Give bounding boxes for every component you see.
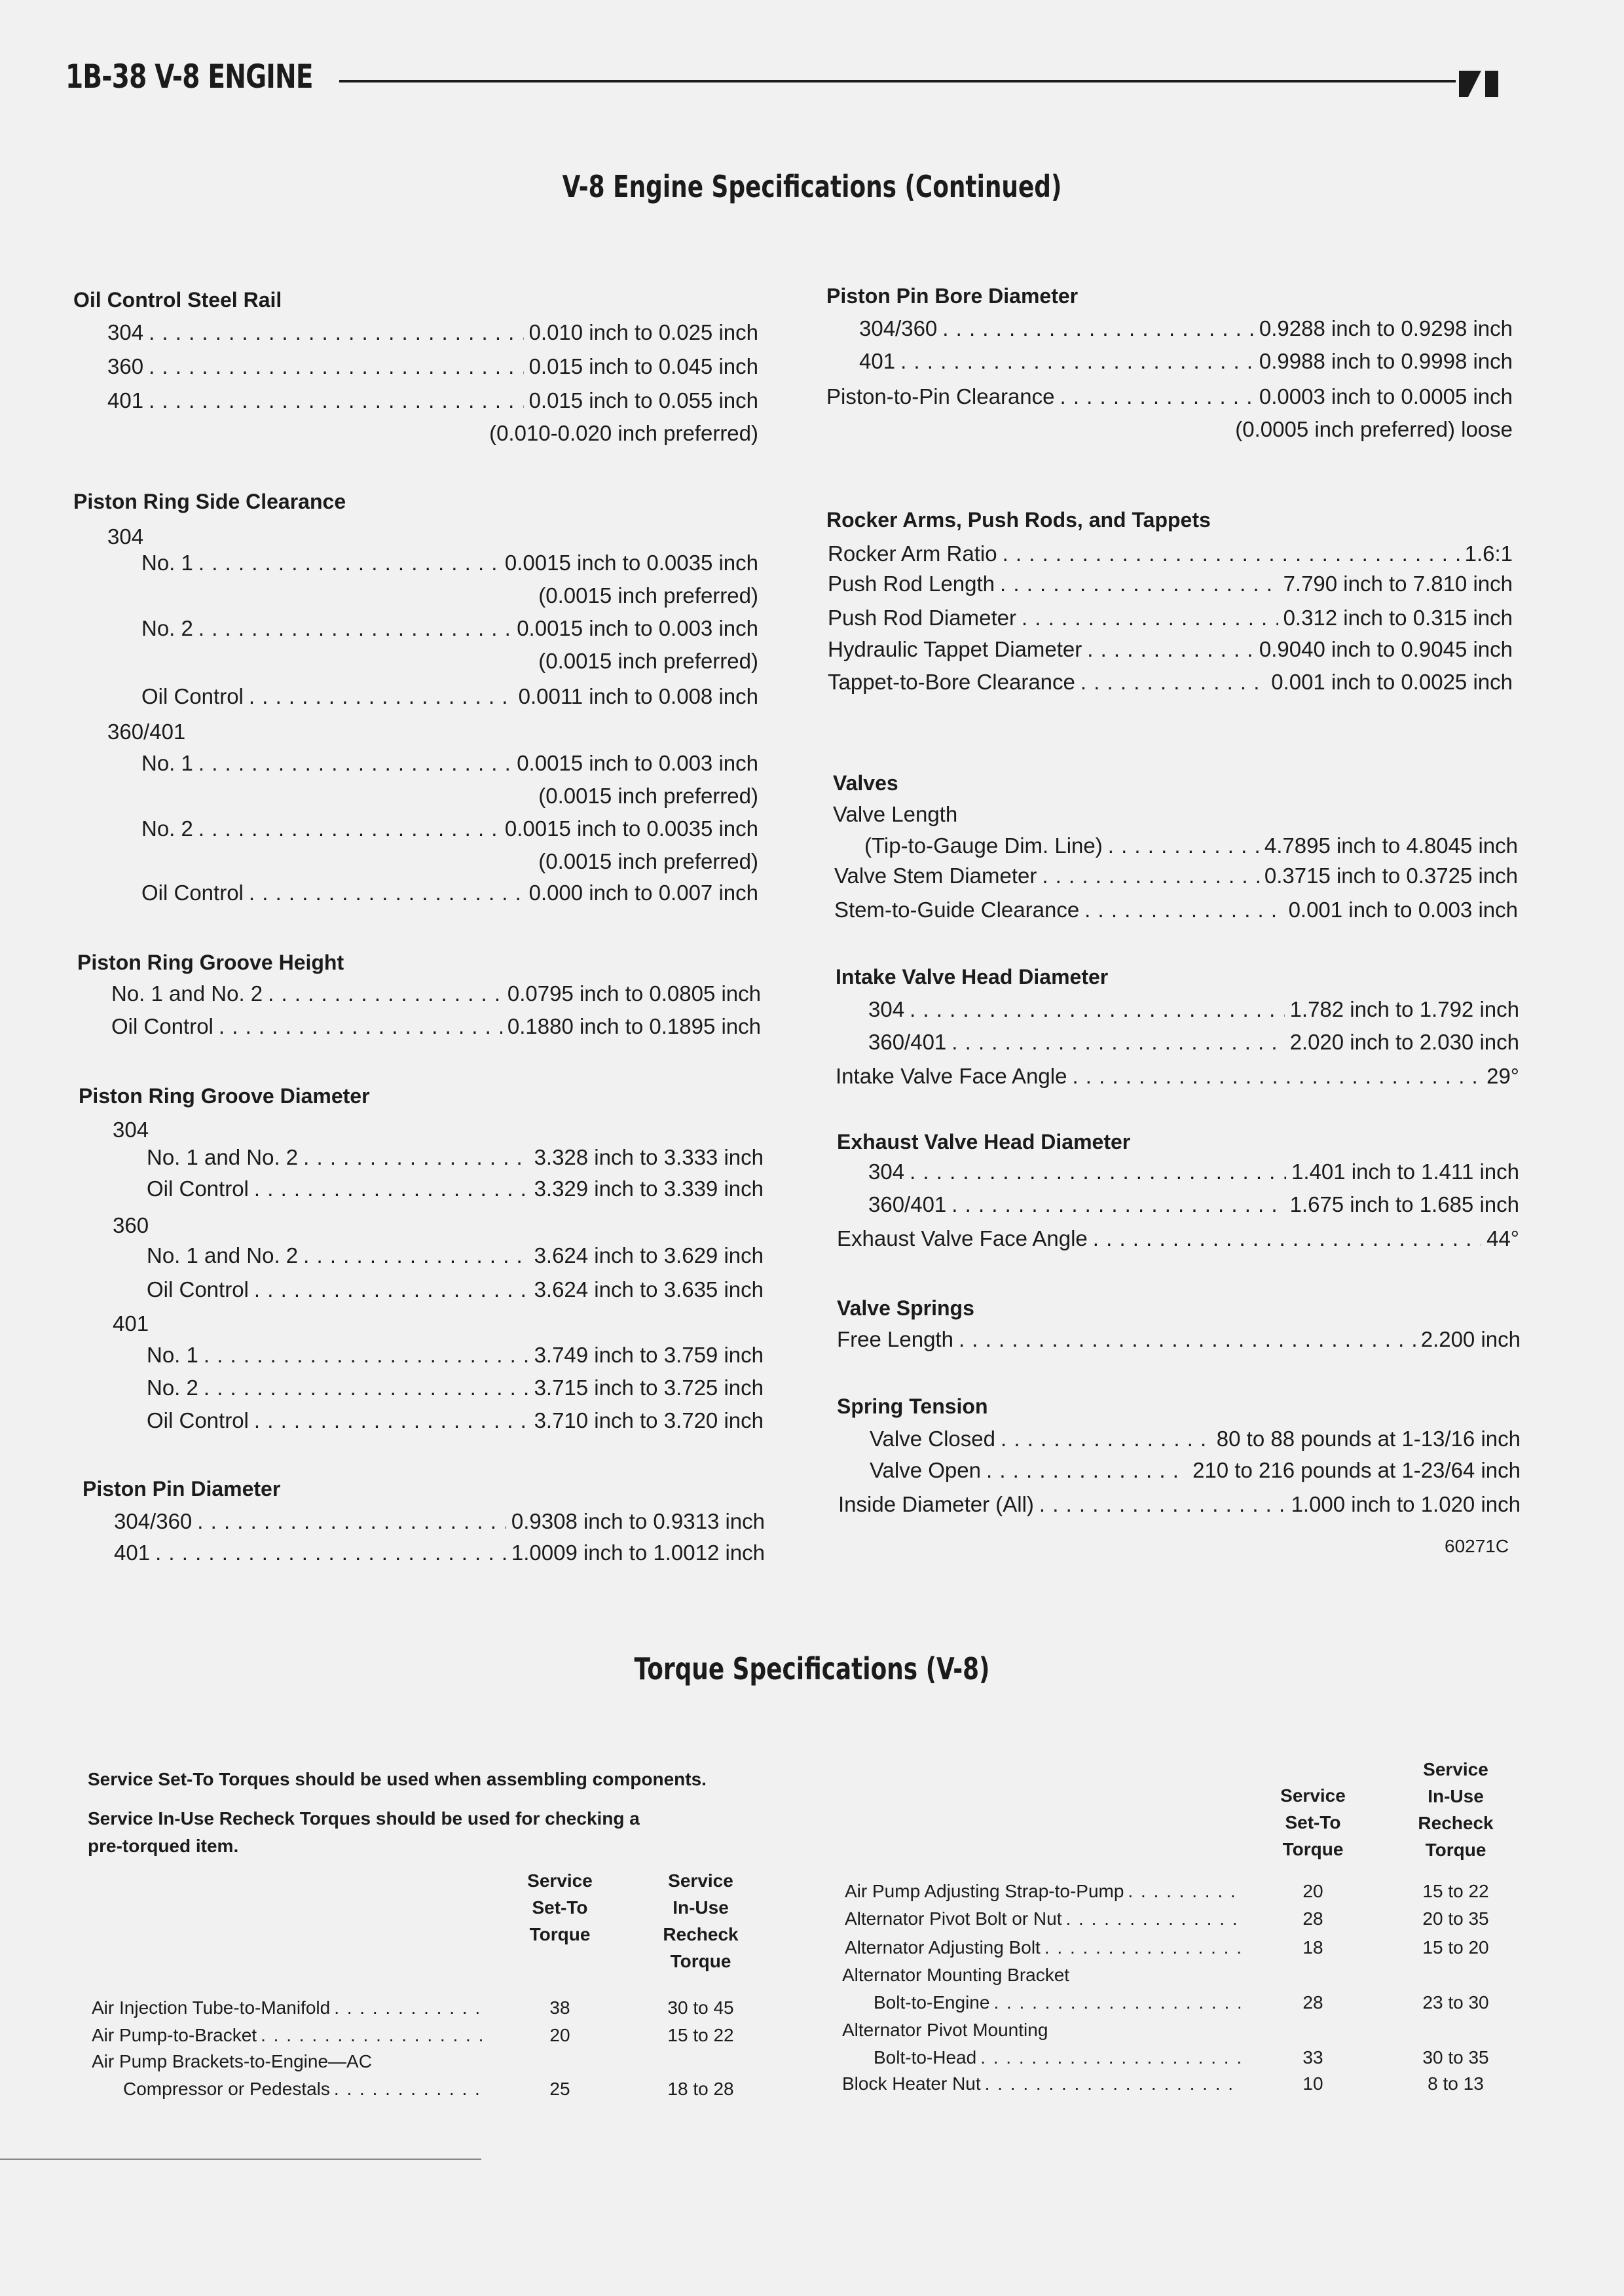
groove-diameter-row: No. 1 . . . 3.749 inch to 3.759 inch	[147, 1342, 764, 1368]
header-rule	[339, 80, 1456, 82]
intake-heading: Intake Valve Head Diameter	[836, 965, 1109, 989]
oil-rail-heading: Oil Control Steel Rail	[73, 288, 282, 312]
tension-row: Inside Diameter (All) . . . 1.000 inch to 1.020 inch	[838, 1491, 1521, 1518]
oil-rail-row-401: 401 . . . 0.015 inch to 0.055 inch	[107, 388, 758, 414]
torque-set-to-value: 20	[549, 2025, 570, 2045]
groove-diameter-row: No. 1 and No. 2 . . . 3.624 inch to 3.629 inch	[147, 1243, 764, 1269]
brand-mark-icon	[1459, 65, 1500, 97]
valves-row: Stem-to-Guide Clearance . . . 0.001 inch to 0.003 inch	[834, 897, 1518, 923]
torque-set-to-value: 18	[1302, 1937, 1323, 1958]
intake-row: 360/401 . . . 2.020 inch to 2.030 inch	[868, 1029, 1519, 1055]
torque-in-use-value: 15 to 20	[1422, 1937, 1489, 1958]
side-clearance-row: No. 1 . . . 0.0015 inch to 0.0035 inch	[141, 550, 758, 576]
side-clearance-group-304: 304	[107, 524, 144, 549]
torque-row: Alternator Adjusting Bolt . . .	[845, 1935, 1244, 1960]
torque-row-label: Air Pump Brackets-to-Engine—AC	[92, 2051, 372, 2071]
groove-diameter-group-360: 360	[113, 1213, 149, 1237]
torque-row-label: Alternator Pivot Mounting	[842, 2020, 1048, 2040]
tension-row: Valve Closed . . . 80 to 88 pounds at 1-13/16 inch	[870, 1426, 1521, 1452]
col-header-set-to: Service Set-To Torque	[527, 1870, 593, 1944]
groove-diameter-row: No. 2 . . . 3.715 inch to 3.725 inch	[147, 1375, 764, 1401]
torque-set-to-value: 28	[1302, 1908, 1323, 1929]
groove-diameter-row: Oil Control . . . 3.710 inch to 3.720 inch	[147, 1408, 764, 1434]
groove-height-row: Oil Control . . . 0.1880 inch to 0.1895 inch	[111, 1013, 761, 1040]
intake-row: 304 . . . 1.782 inch to 1.792 inch	[868, 996, 1519, 1023]
pin-bore-row: 304/360 . . . 0.9288 inch to 0.9298 inch	[859, 316, 1513, 342]
exhaust-row: 360/401 . . . 1.675 inch to 1.685 inch	[868, 1192, 1519, 1218]
exhaust-heading: Exhaust Valve Head Diameter	[837, 1130, 1131, 1154]
groove-diameter-heading: Piston Ring Groove Diameter	[79, 1084, 370, 1108]
groove-height-row: No. 1 and No. 2 . . . 0.0795 inch to 0.0805 inch	[111, 981, 761, 1007]
oil-rail-row-304: 304 . . . 0.010 inch to 0.025 inch	[107, 319, 758, 346]
side-clearance-group-360-401: 360/401	[107, 720, 186, 744]
intake-row: Intake Valve Face Angle . . . 29°	[836, 1063, 1519, 1089]
torque-set-to-value: 10	[1302, 2073, 1323, 2094]
valves-row: Valve Stem Diameter . . . 0.3715 inch to 0.3725 inch	[834, 863, 1518, 889]
torque-set-to-value: 28	[1302, 1992, 1323, 2013]
groove-height-heading: Piston Ring Groove Height	[77, 951, 344, 974]
torque-row: Air Injection Tube-to-Manifold . . .	[92, 1995, 491, 2020]
side-clearance-row: Oil Control . . . 0.0011 inch to 0.008 inch	[141, 683, 758, 710]
rocker-heading: Rocker Arms, Push Rods, and Tappets	[826, 508, 1211, 532]
rocker-row: Hydraulic Tappet Diameter . . . 0.9040 inch to 0.9045 inch	[828, 636, 1513, 663]
torque-row: Alternator Pivot Bolt or Nut . . .	[845, 1906, 1244, 1931]
torque-row: Air Pump Adjusting Strap-to-Pump . . .	[845, 1879, 1244, 1904]
rocker-row: Push Rod Diameter . . . 0.312 inch to 0.315 inch	[828, 605, 1513, 631]
pin-bore-note: (0.0005 inch preferred) loose	[1235, 417, 1513, 441]
valves-heading: Valves	[833, 771, 898, 795]
tension-row: Valve Open . . . 210 to 216 pounds at 1-23/64 inch	[870, 1457, 1521, 1484]
groove-diameter-group-304: 304	[113, 1118, 149, 1142]
torque-set-to-value: 38	[549, 1997, 570, 2018]
figure-number: 60271C	[1445, 1536, 1509, 1556]
pin-diameter-row: 401 . . . 1.0009 inch to 1.0012 inch	[114, 1540, 765, 1566]
torque-row: Compressor or Pedestals . . .	[123, 2077, 491, 2102]
valve-length-label: Valve Length	[833, 802, 958, 826]
torque-note-in-use-cont: pre-torqued item.	[88, 1836, 239, 1856]
torque-row-label: Alternator Mounting Bracket	[842, 1965, 1070, 1985]
rocker-row: Push Rod Length . . . 7.790 inch to 7.810 inch	[828, 571, 1513, 597]
side-clearance-heading: Piston Ring Side Clearance	[73, 490, 346, 513]
side-clearance-row: No. 2 . . . 0.0015 inch to 0.003 inch	[141, 615, 758, 642]
torque-row: Bolt-to-Engine . . .	[874, 1990, 1244, 2015]
col-header-in-use: Service In-Use Recheck Torque	[663, 1870, 739, 1971]
side-clearance-note: (0.0015 inch preferred)	[538, 849, 758, 873]
torque-in-use-value: 23 to 30	[1422, 1992, 1489, 2013]
torque-in-use-value: 8 to 13	[1428, 2073, 1484, 2094]
oil-rail-note: (0.010-0.020 inch preferred)	[489, 421, 758, 445]
torque-set-to-value: 25	[549, 2079, 570, 2099]
page-header-title: 1B-38 V-8 ENGINE	[65, 58, 313, 96]
footer-rule	[0, 2159, 481, 2160]
side-clearance-note: (0.0015 inch preferred)	[538, 583, 758, 608]
side-clearance-row: No. 2 . . . 0.0015 inch to 0.0035 inch	[141, 816, 758, 842]
torque-note-in-use: Service In-Use Recheck Torques should be used for checking a	[88, 1808, 640, 1829]
torque-row: Block Heater Nut . . .	[842, 2071, 1244, 2096]
groove-diameter-group-401: 401	[113, 1311, 149, 1336]
oil-rail-row-360: 360 . . . 0.015 inch to 0.045 inch	[107, 354, 758, 380]
torque-in-use-value: 18 to 28	[667, 2079, 734, 2099]
torque-in-use-value: 30 to 45	[667, 1997, 734, 2018]
side-clearance-row: Oil Control . . . 0.000 inch to 0.007 inch	[141, 880, 758, 906]
specs-title: V-8 Engine Specifications (Continued)	[562, 169, 1062, 204]
col-header-set-to-right: Service Set-To Torque	[1280, 1785, 1346, 1859]
rocker-row: Rocker Arm Ratio . . . 1.6:1	[828, 541, 1513, 567]
groove-diameter-row: No. 1 and No. 2 . . . 3.328 inch to 3.333 inch	[147, 1144, 764, 1171]
pin-bore-row: 401 . . . 0.9988 inch to 0.9998 inch	[859, 348, 1513, 374]
exhaust-row: 304 . . . 1.401 inch to 1.411 inch	[868, 1159, 1519, 1185]
col-header-in-use-right: Service In-Use Recheck Torque	[1418, 1759, 1494, 1860]
groove-diameter-row: Oil Control . . . 3.329 inch to 3.339 inch	[147, 1176, 764, 1202]
valves-row: (Tip-to-Gauge Dim. Line) . . . 4.7895 inch to 4.8045 inch	[864, 833, 1518, 859]
torque-in-use-value: 30 to 35	[1422, 2047, 1489, 2068]
torque-title: Torque Specifications (V-8)	[634, 1651, 990, 1686]
torque-set-to-value: 20	[1302, 1881, 1323, 1901]
torque-in-use-value: 20 to 35	[1422, 1908, 1489, 1929]
side-clearance-row: No. 1 . . . 0.0015 inch to 0.003 inch	[141, 750, 758, 776]
rocker-row: Tappet-to-Bore Clearance . . . 0.001 inch to 0.0025 inch	[828, 669, 1513, 695]
tension-heading: Spring Tension	[837, 1394, 988, 1418]
groove-diameter-row: Oil Control . . . 3.624 inch to 3.635 inch	[147, 1277, 764, 1303]
torque-set-to-value: 33	[1302, 2047, 1323, 2068]
torque-in-use-value: 15 to 22	[667, 2025, 734, 2045]
pin-diameter-heading: Piston Pin Diameter	[83, 1477, 281, 1501]
pin-bore-row: Piston-to-Pin Clearance . . . 0.0003 inch to 0.0005 inch	[826, 384, 1513, 410]
torque-row: Air Pump-to-Bracket . . .	[92, 2023, 491, 2048]
torque-in-use-value: 15 to 22	[1422, 1881, 1489, 1901]
springs-heading: Valve Springs	[837, 1296, 974, 1320]
pin-bore-heading: Piston Pin Bore Diameter	[826, 284, 1079, 308]
springs-row: Free Length . . . 2.200 inch	[837, 1326, 1521, 1353]
pin-diameter-row: 304/360 . . . 0.9308 inch to 0.9313 inch	[114, 1508, 765, 1535]
side-clearance-note: (0.0015 inch preferred)	[538, 649, 758, 673]
torque-row: Bolt-to-Head . . .	[874, 2045, 1244, 2070]
exhaust-row: Exhaust Valve Face Angle . . . 44°	[837, 1226, 1519, 1252]
torque-note-set-to: Service Set-To Torques should be used when assembling components.	[88, 1769, 707, 1789]
side-clearance-note: (0.0015 inch preferred)	[538, 784, 758, 808]
